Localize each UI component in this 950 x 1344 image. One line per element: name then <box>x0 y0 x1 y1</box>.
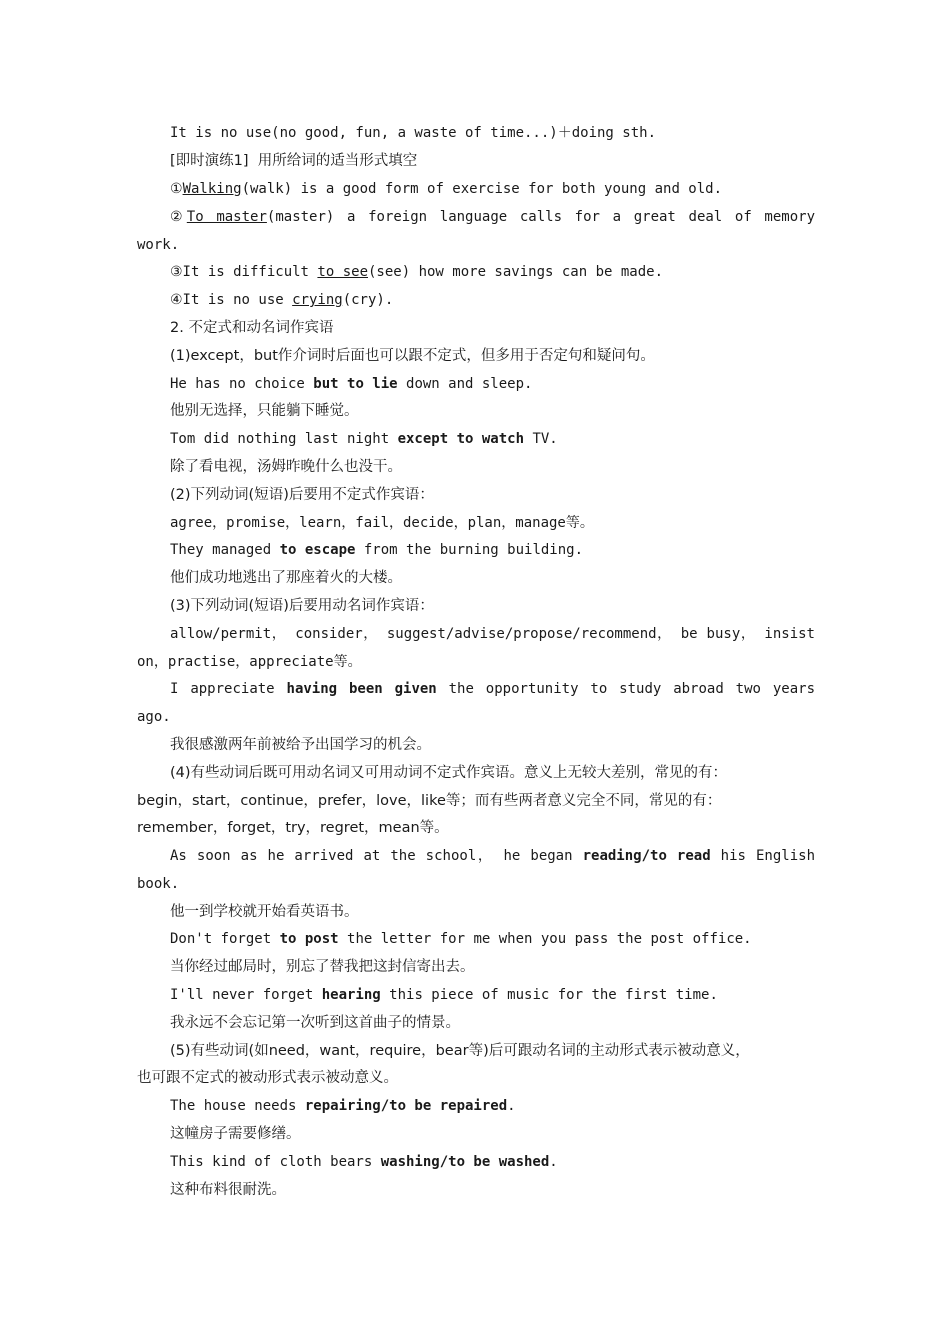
text-run: (2)下列动词(短语)后要用不定式作宾语： <box>170 487 434 503</box>
example-sentence <box>137 929 815 949</box>
rule-4-cont <box>137 791 815 811</box>
text-run: his English <box>710 848 815 864</box>
text-run: ago. <box>137 709 171 725</box>
example-translation <box>137 1180 815 1200</box>
bold-phrase: except to watch <box>397 431 525 447</box>
text-run: I appreciate <box>170 681 287 697</box>
rule-5-cont <box>137 1068 815 1088</box>
text-run: this piece of music for the first time. <box>380 987 718 1003</box>
text-run: agree，promise，learn，fail，decide，plan，manage等。 <box>170 515 594 531</box>
example-sentence <box>137 1152 815 1172</box>
text-run: 当你经过邮局时，别忘了替我把这封信寄出去。 <box>170 959 475 975</box>
text-run: (walk) is a good form of exercise for both young and old. <box>241 181 723 197</box>
text-run: TV. <box>524 431 558 447</box>
example-translation <box>137 1124 815 1144</box>
example-translation <box>137 957 815 977</box>
example-sentence-cont <box>137 874 815 894</box>
text-run: 他们成功地逃出了那座着火的大楼。 <box>170 570 402 586</box>
bold-phrase: washing/to be washed <box>380 1154 550 1170</box>
example-translation <box>137 401 815 421</box>
example-sentence <box>137 540 815 560</box>
bold-phrase: but to lie <box>313 376 398 392</box>
example-translation <box>137 1013 815 1033</box>
text-run: They managed <box>170 542 280 558</box>
example-sentence <box>137 1096 815 1116</box>
text-run: the letter for me when you pass the post office. <box>338 931 752 947</box>
text-run: 他别无选择，只能躺下睡觉。 <box>170 403 359 419</box>
text-run: 这种布料很耐洗。 <box>170 1182 286 1198</box>
text-run: (see) how more savings can be made. <box>368 264 664 280</box>
exercise-item-3 <box>137 262 815 282</box>
text-run: He has no choice <box>170 376 314 392</box>
rule-2 <box>137 485 815 505</box>
example-sentence <box>137 679 815 699</box>
text-run: (4)有些动词后既可用动名词又可用动词不定式作宾语。意义上无较大差别，常见的有： <box>170 765 728 781</box>
answer-underlined: to see <box>317 264 368 280</box>
example-translation <box>137 568 815 588</box>
text-run: (master) a foreign language calls for a great deal of memory <box>266 209 815 225</box>
text-run: Don't forget <box>170 931 280 947</box>
text-run: 我很感激两年前被给予出国学习的机会。 <box>170 737 431 753</box>
answer-underlined: To master <box>186 209 267 225</box>
exercise-item-4 <box>137 290 815 310</box>
text-run: on，practise，appreciate等。 <box>137 654 362 670</box>
text-run: . <box>549 1154 558 1170</box>
text-run: ③It is difficult <box>170 264 318 280</box>
text-run: I'll never forget <box>170 987 322 1003</box>
text-run: (1)except，but作介词时后面也可以跟不定式，但多用于否定句和疑问句。 <box>170 348 655 364</box>
example-sentence <box>137 429 815 449</box>
example-translation <box>137 902 815 922</box>
text-run: book. <box>137 876 180 892</box>
text-run: ② <box>170 209 187 225</box>
text-run: Tom did nothing last night <box>170 431 398 447</box>
text-run: ④It is no use <box>170 292 293 308</box>
text-run: begin，start，continue，prefer，love，like等；而有些两者意义完全不同，常见的有： <box>137 793 722 809</box>
grammar-rule-line <box>137 123 815 143</box>
text-run: It is no use(no good, fun, a waste of time...)＋doing sth. <box>170 125 657 141</box>
exercise-item-2-cont <box>137 235 815 255</box>
section-heading <box>137 318 815 338</box>
example-translation <box>137 735 815 755</box>
rule-5 <box>137 1041 815 1061</box>
text-run: (cry). <box>342 292 394 308</box>
example-sentence <box>137 846 815 866</box>
example-sentence <box>137 985 815 1005</box>
text-run: This kind of cloth bears <box>170 1154 381 1170</box>
bold-phrase: to escape <box>279 542 356 558</box>
text-run: 也可跟不定式的被动形式表示被动意义。 <box>137 1070 398 1086</box>
example-translation <box>137 457 815 477</box>
answer-underlined: crying <box>292 292 343 308</box>
rule-1 <box>137 346 815 366</box>
exercise-item-1 <box>137 179 815 199</box>
text-run: down and sleep. <box>397 376 533 392</box>
rule-4 <box>137 763 815 783</box>
bold-phrase: reading/to read <box>582 848 711 864</box>
text-run: work. <box>137 237 180 253</box>
verb-list <box>137 624 815 644</box>
example-sentence <box>137 374 815 394</box>
text-run: 2. 不定式和动名词作宾语 <box>170 320 334 336</box>
text-run: 这幢房子需要修缮。 <box>170 1126 301 1142</box>
exercise-heading <box>137 151 815 171</box>
bold-phrase: hearing <box>321 987 381 1003</box>
bold-phrase: repairing/to be repaired <box>304 1098 508 1114</box>
text-run: 除了看电视，汤姆昨晚什么也没干。 <box>170 459 402 475</box>
rule-3 <box>137 596 815 616</box>
text-run: ① <box>170 181 183 197</box>
bold-phrase: to post <box>279 931 339 947</box>
rule-4-cont <box>137 818 815 838</box>
text-run: 他一到学校就开始看英语书。 <box>170 904 359 920</box>
text-run: from the burning building. <box>355 542 584 558</box>
text-run: remember，forget，try，regret，mean等。 <box>137 820 449 836</box>
text-run: the opportunity to study abroad two years <box>436 681 815 697</box>
example-sentence-cont <box>137 707 815 727</box>
text-run: (3)下列动词(短语)后要用动名词作宾语： <box>170 598 434 614</box>
text-run: As soon as he arrived at the school， he began <box>170 848 583 864</box>
text-run: The house needs <box>170 1098 305 1114</box>
text-run: 我永远不会忘记第一次听到这首曲子的情景。 <box>170 1015 460 1031</box>
text-run: allow/permit， consider， suggest/advise/propose/recommend， be busy， insist <box>170 626 815 642</box>
verb-list <box>137 513 815 533</box>
answer-underlined: Walking <box>182 181 242 197</box>
text-run: (5)有些动词(如need，want，require，bear等)后可跟动名词的主动形式表示被动意义， <box>170 1043 750 1059</box>
verb-list-cont <box>137 652 815 672</box>
bold-phrase: having been given <box>286 681 437 697</box>
text-run: . <box>507 1098 516 1114</box>
text-run: [即时演练1] 用所给词的适当形式填空 <box>170 153 418 169</box>
exercise-item-2 <box>137 207 815 227</box>
